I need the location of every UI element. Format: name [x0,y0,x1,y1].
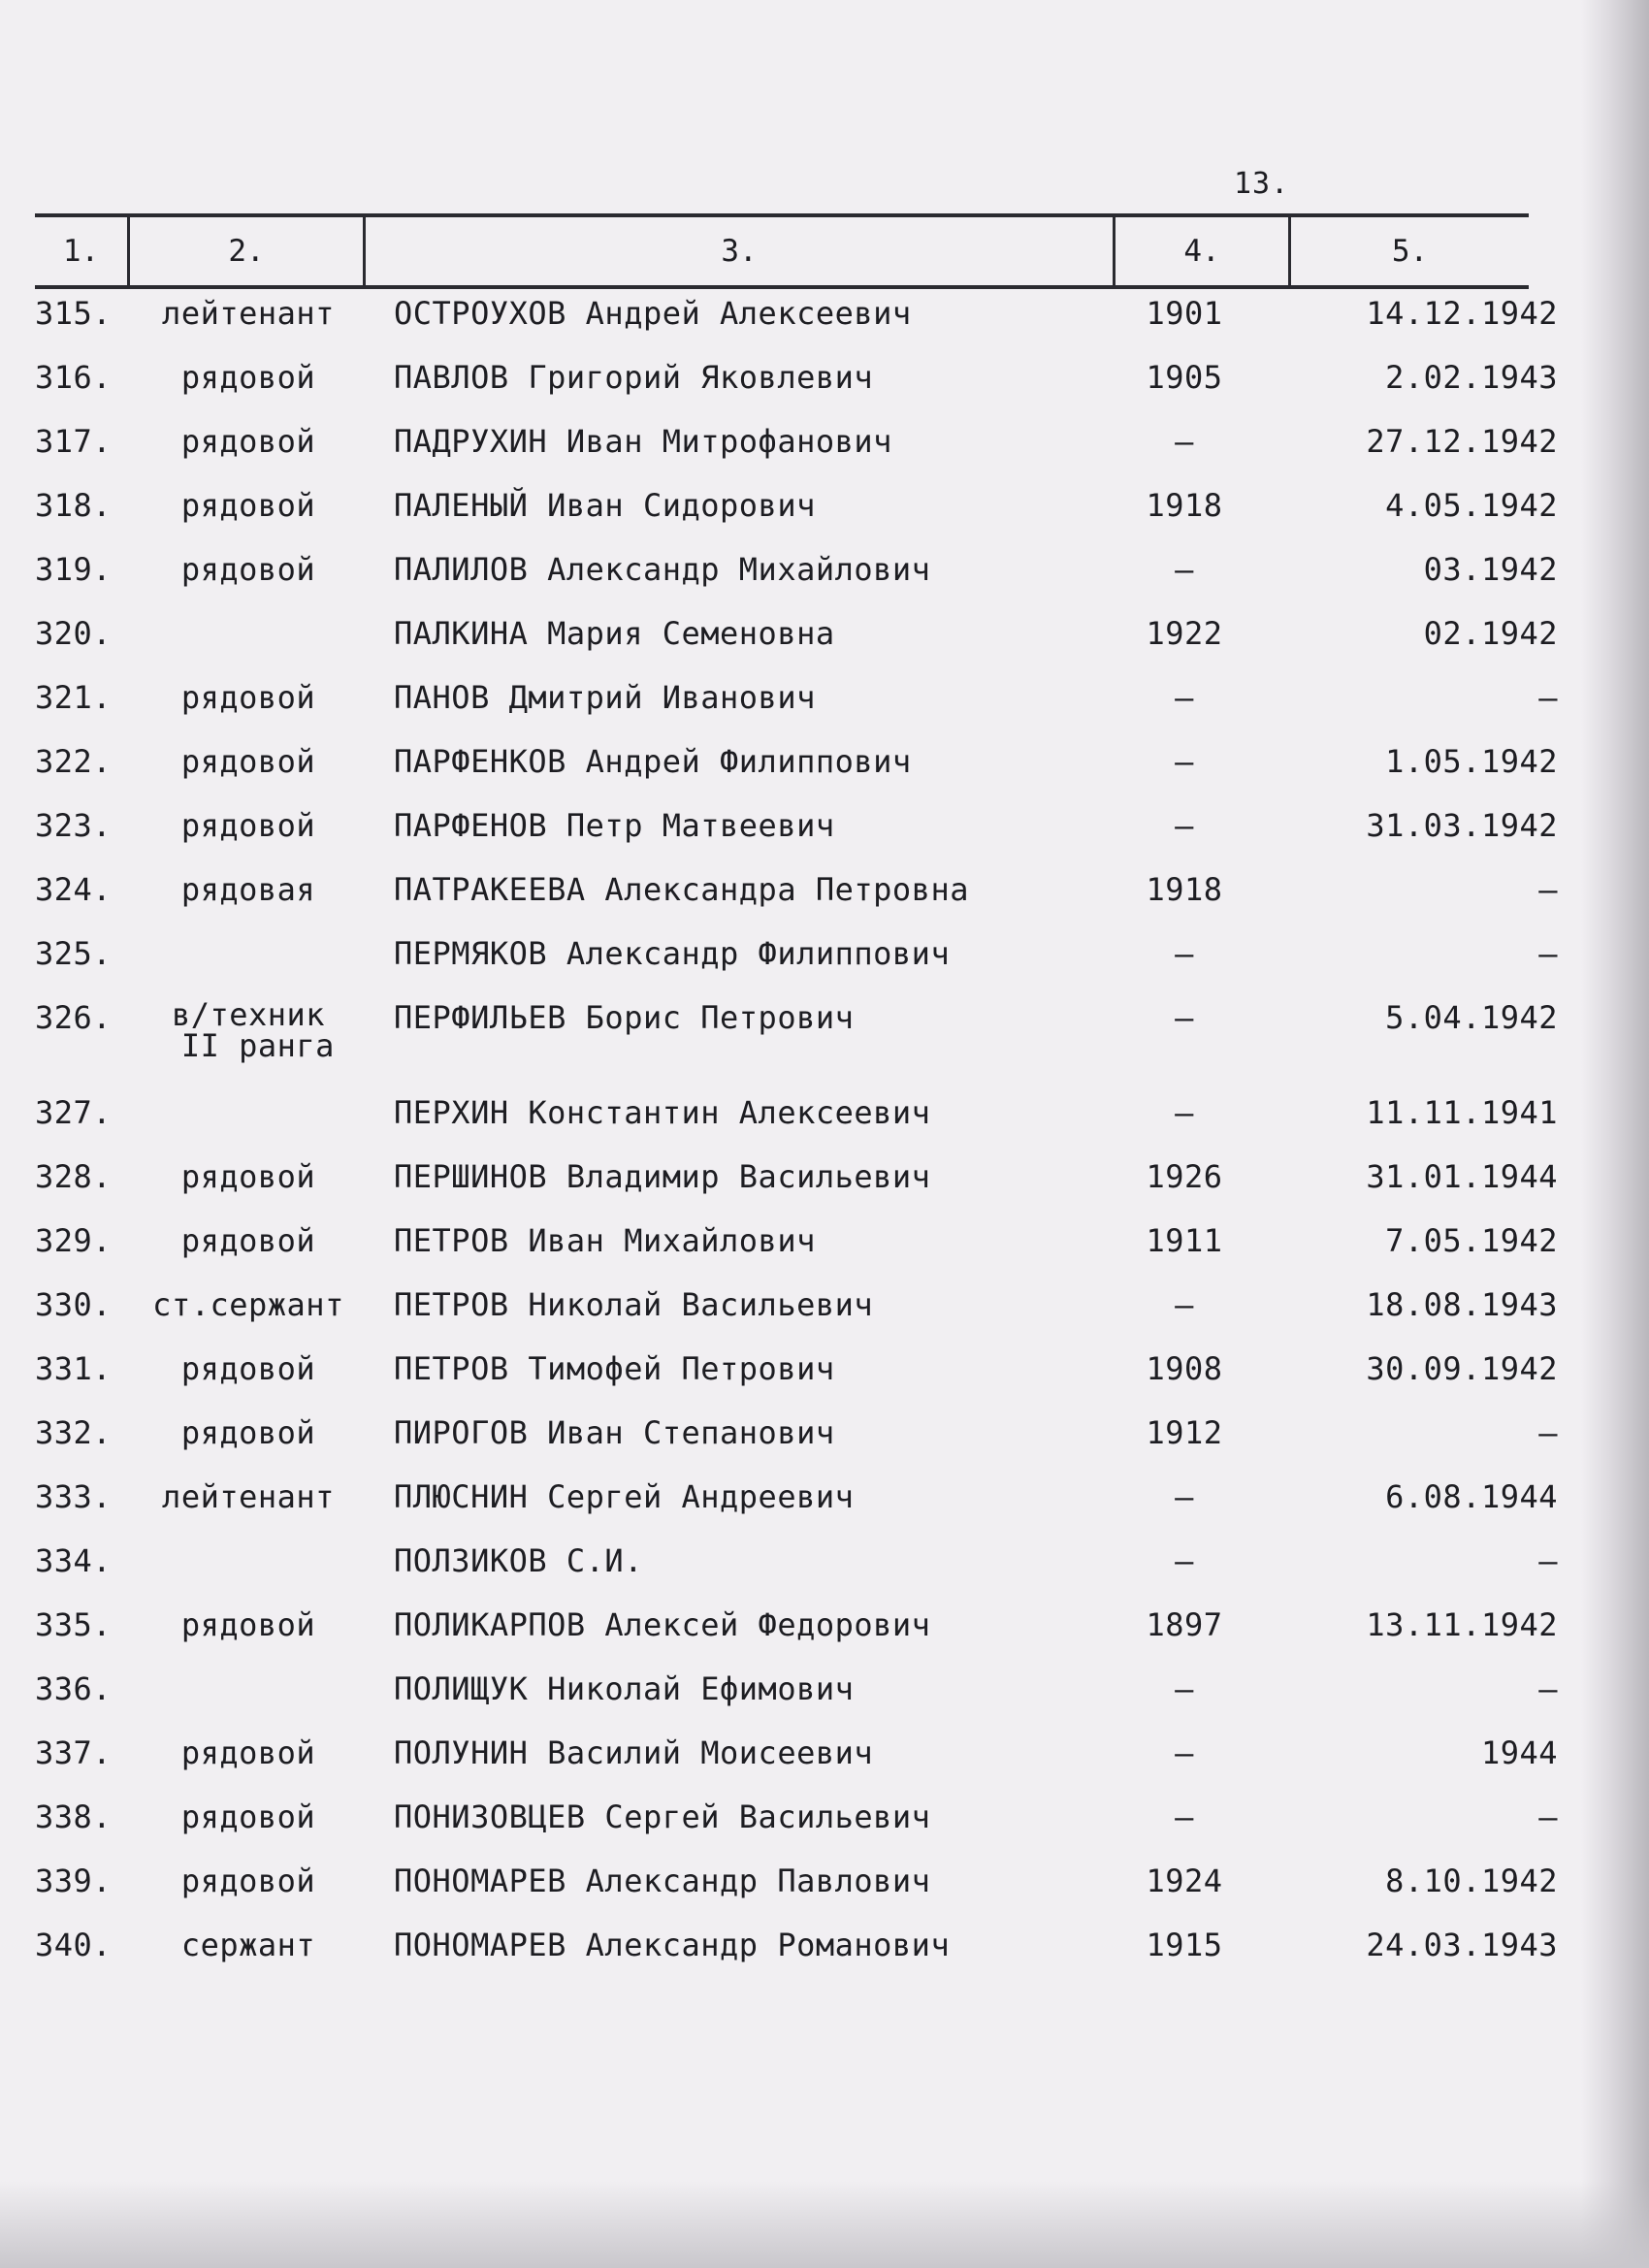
column-header-4: 4. [1116,217,1291,285]
rank-cell: рядовой [180,679,316,716]
table-row [35,611,1558,675]
birth-year-cell: 1924 [1146,1863,1223,1899]
row-number: 338. [35,1798,113,1835]
table-row [35,1731,1558,1795]
birth-year-cell: 1901 [1146,295,1223,332]
birth-year-cell: – [1175,551,1194,588]
name-cell: ПАВЛОВ Григорий Яковлевич [394,359,874,396]
date-cell: 24.03.1943 [1366,1927,1558,1963]
rank-cell: рядовой [180,551,316,588]
table-row [35,1923,1558,1987]
row-number: 319. [35,551,113,588]
rank-cell: рядовой [180,1734,316,1771]
date-cell: – [1538,1798,1558,1835]
date-cell: 2.02.1943 [1385,359,1558,396]
date-cell: 5.04.1942 [1385,999,1558,1036]
table-row [35,931,1558,995]
table-row [35,1603,1558,1667]
rank-cell: рядовой [180,743,316,780]
birth-year-cell: – [1175,423,1194,460]
table-header [35,213,1529,289]
row-number: 339. [35,1863,113,1899]
rank-cell: лейтенант [162,295,335,332]
birth-year-cell: 1918 [1146,871,1223,908]
row-number: 331. [35,1350,113,1387]
rank-cell: рядовой [180,1350,316,1387]
rank-cell: рядовой [180,1222,316,1259]
row-number: 333. [35,1478,113,1515]
table-row [35,1218,1558,1282]
birth-year-cell: 1897 [1146,1606,1223,1643]
table-row [35,483,1558,547]
birth-year-cell: 1922 [1146,615,1223,652]
name-cell: ПЛЮСНИН Сергей Андреевич [394,1478,855,1515]
birth-year-cell: 1926 [1146,1158,1223,1195]
date-cell: – [1538,1542,1558,1579]
rank-cell: рядовой [180,1414,316,1451]
date-cell: 31.01.1944 [1366,1158,1558,1195]
date-cell: 7.05.1942 [1385,1222,1558,1259]
date-cell: – [1538,1670,1558,1707]
table-row [35,419,1558,483]
name-cell: ПОНОМАРЕВ Александр Романович [394,1927,951,1963]
date-cell: – [1538,935,1558,972]
row-number: 322. [35,743,113,780]
rank-cell: сержант [180,1927,316,1963]
date-cell: 11.11.1941 [1366,1094,1558,1131]
birth-year-cell: – [1175,1094,1194,1131]
date-cell: 02.1942 [1423,615,1558,652]
date-cell: 30.09.1942 [1366,1350,1558,1387]
birth-year-cell: – [1175,1670,1194,1707]
birth-year-cell: 1912 [1146,1414,1223,1451]
row-number: 320. [35,615,113,652]
name-cell: ПОНОМАРЕВ Александр Павлович [394,1863,931,1899]
name-cell: ПОНИЗОВЦЕВ Сергей Васильевич [394,1798,931,1835]
row-number: 324. [35,871,113,908]
table-row [35,547,1558,611]
rank-cell: рядовой [180,423,316,460]
table-row [35,1346,1558,1410]
table-row [35,1539,1558,1603]
birth-year-cell: – [1175,807,1194,844]
birth-year-cell: 1915 [1146,1927,1223,1963]
table-body [35,291,1558,1987]
rank-cell: лейтенант [162,1478,335,1515]
birth-year-cell: – [1175,1542,1194,1579]
row-number: 321. [35,679,113,716]
rank-cell: рядовой [180,1606,316,1643]
name-cell: ПАТРАКЕЕВА Александра Петровна [394,871,969,908]
rank-cell: рядовая [180,871,316,908]
rank-cell: рядовой [180,1158,316,1195]
rank-cell: рядовой [180,1863,316,1899]
name-cell: ПЕРМЯКОВ Александр Филиппович [394,935,951,972]
name-cell: ПОЛУНИН Василий Моисеевич [394,1734,874,1771]
table-row [35,355,1558,419]
name-cell: ПОЛЗИКОВ С.И. [394,1542,643,1579]
name-cell: ПЕТРОВ Николай Васильевич [394,1286,874,1323]
birth-year-cell: 1905 [1146,359,1223,396]
date-cell: 13.11.1942 [1366,1606,1558,1643]
date-cell: 03.1942 [1423,551,1558,588]
row-number: 329. [35,1222,113,1259]
scan-edge-shadow-right [1581,0,1649,2268]
birth-year-cell: – [1175,1286,1194,1323]
row-number: 315. [35,295,113,332]
table-row [35,1795,1558,1859]
row-number: 336. [35,1670,113,1707]
page-number: 13. [1234,167,1290,201]
birth-year-cell: – [1175,1478,1194,1515]
name-cell: ПЕРХИН Константин Алексеевич [394,1094,931,1131]
date-cell: 1.05.1942 [1385,743,1558,780]
table-row [35,1667,1558,1731]
name-cell: ПАЛИЛОВ Александр Михайлович [394,551,931,588]
name-cell: ПЕРФИЛЬЕВ Борис Петрович [394,999,855,1036]
row-number: 337. [35,1734,113,1771]
name-cell: ПАРФЕНКОВ Андрей Филиппович [394,743,912,780]
rank-cell: в/техник II ранга [171,996,335,1064]
name-cell: ПАНОВ Дмитрий Иванович [394,679,816,716]
birth-year-cell: – [1175,1798,1194,1835]
date-cell: 1944 [1480,1734,1558,1771]
date-cell: 14.12.1942 [1366,295,1558,332]
date-cell: – [1538,871,1558,908]
table-row [35,803,1558,867]
table-row [35,739,1558,803]
table-row [35,291,1558,355]
row-number: 323. [35,807,113,844]
name-cell: ПЕРШИНОВ Владимир Васильевич [394,1158,931,1195]
name-cell: ПАДРУХИН Иван Митрофанович [394,423,892,460]
rank-cell: рядовой [180,359,316,396]
table-row [35,867,1558,931]
date-cell: 4.05.1942 [1385,487,1558,524]
name-cell: ПЕТРОВ Тимофей Петрович [394,1350,835,1387]
date-cell: 6.08.1944 [1385,1478,1558,1515]
name-cell: ПОЛИЩУК Николай Ефимович [394,1670,855,1707]
date-cell: 27.12.1942 [1366,423,1558,460]
row-number: 325. [35,935,113,972]
date-cell: 8.10.1942 [1385,1863,1558,1899]
rank-cell: рядовой [180,1798,316,1835]
table-row [35,1090,1558,1154]
birth-year-cell: 1911 [1146,1222,1223,1259]
birth-year-cell: 1908 [1146,1350,1223,1387]
column-header-2: 2. [130,217,366,285]
birth-year-cell: – [1175,679,1194,716]
birth-year-cell: – [1175,743,1194,780]
row-number: 326. [35,999,113,1036]
table-row [35,675,1558,739]
column-header-5: 5. [1391,234,1429,269]
column-header-1: 1. [35,217,130,285]
name-cell: ОСТРОУХОВ Андрей Алексеевич [394,295,912,332]
row-number: 340. [35,1927,113,1963]
row-number: 330. [35,1286,113,1323]
date-cell: – [1538,1414,1558,1451]
date-cell: 31.03.1942 [1366,807,1558,844]
date-cell: – [1538,679,1558,716]
row-number: 332. [35,1414,113,1451]
name-cell: ПЕТРОВ Иван Михайлович [394,1222,816,1259]
name-cell: ПАРФЕНОВ Петр Матвеевич [394,807,835,844]
name-cell: ПАЛЕНЫЙ Иван Сидорович [394,487,816,524]
rank-cell: рядовой [180,807,316,844]
name-cell: ПИРОГОВ Иван Степанович [394,1414,835,1451]
column-header-3: 3. [366,217,1116,285]
row-number: 318. [35,487,113,524]
table-row [35,1410,1558,1474]
row-number: 335. [35,1606,113,1643]
table-row [35,1282,1558,1346]
table-row [35,1154,1558,1218]
rank-cell: рядовой [180,487,316,524]
date-cell: 18.08.1943 [1366,1286,1558,1323]
row-number: 327. [35,1094,113,1131]
birth-year-cell: – [1175,1734,1194,1771]
name-cell: ПОЛИКАРПОВ Алексей Федорович [394,1606,931,1643]
row-number: 328. [35,1158,113,1195]
birth-year-cell: 1918 [1146,487,1223,524]
row-number: 334. [35,1542,113,1579]
row-number: 317. [35,423,113,460]
row-number: 316. [35,359,113,396]
birth-year-cell: – [1175,935,1194,972]
table-row [35,995,1558,1090]
scan-edge-shadow-bottom [0,2181,1649,2268]
table-row [35,1859,1558,1923]
birth-year-cell: – [1175,999,1194,1036]
name-cell: ПАЛКИНА Мария Семеновна [394,615,835,652]
table-row [35,1474,1558,1539]
rank-cell: ст.сержант [152,1286,344,1323]
